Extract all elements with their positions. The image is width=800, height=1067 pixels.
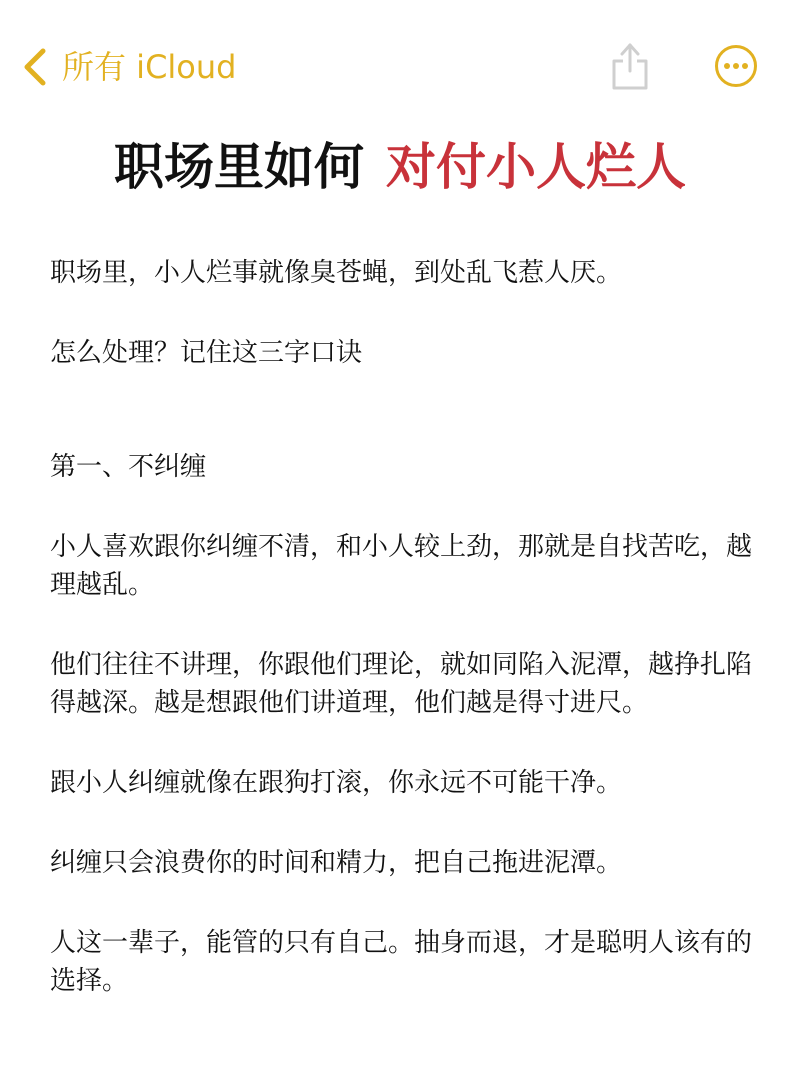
paragraph-5: 人这一辈子，能管的只有自己。抽身而退，才是聪明人该有的选择。 <box>50 928 753 996</box>
paragraph-3: 跟小人纠缠就像在跟狗打滚，你永远不可能干净。 <box>50 768 623 798</box>
paragraph-1: 小人喜欢跟你纠缠不清，和小人较上劲，那就是自找苦吃，越理越乱。 <box>50 532 753 600</box>
more-ellipsis-icon[interactable] <box>714 44 758 88</box>
note-title <box>0 136 800 198</box>
back-button-label: 所有 iCloud <box>62 48 237 86</box>
section-heading: 第一、不纠缠 <box>50 452 207 482</box>
title-part-black: 职场里如何 <box>114 138 364 196</box>
note-body[interactable] <box>50 254 760 1042</box>
paragraph-intro: 职场里，小人烂事就像臭苍蝇，到处乱飞惹人厌。 <box>50 258 623 288</box>
back-button[interactable] <box>22 44 236 90</box>
chevron-left-icon <box>22 47 48 87</box>
navigation-bar <box>0 0 800 130</box>
paragraph-2: 他们往往不讲理，你跟他们理论，就如同陷入泥潭，越挣扎陷得越深。越是想跟他们讲道理，他们越是得寸进尺。 <box>50 650 753 718</box>
title-part-red: 对付小人烂人 <box>386 138 686 196</box>
paragraph-question: 怎么处理？记住这三字口诀 <box>50 338 363 368</box>
paragraph-4: 纠缠只会浪费你的时间和精力，把自己拖进泥潭。 <box>50 848 623 878</box>
share-icon[interactable] <box>608 38 652 92</box>
